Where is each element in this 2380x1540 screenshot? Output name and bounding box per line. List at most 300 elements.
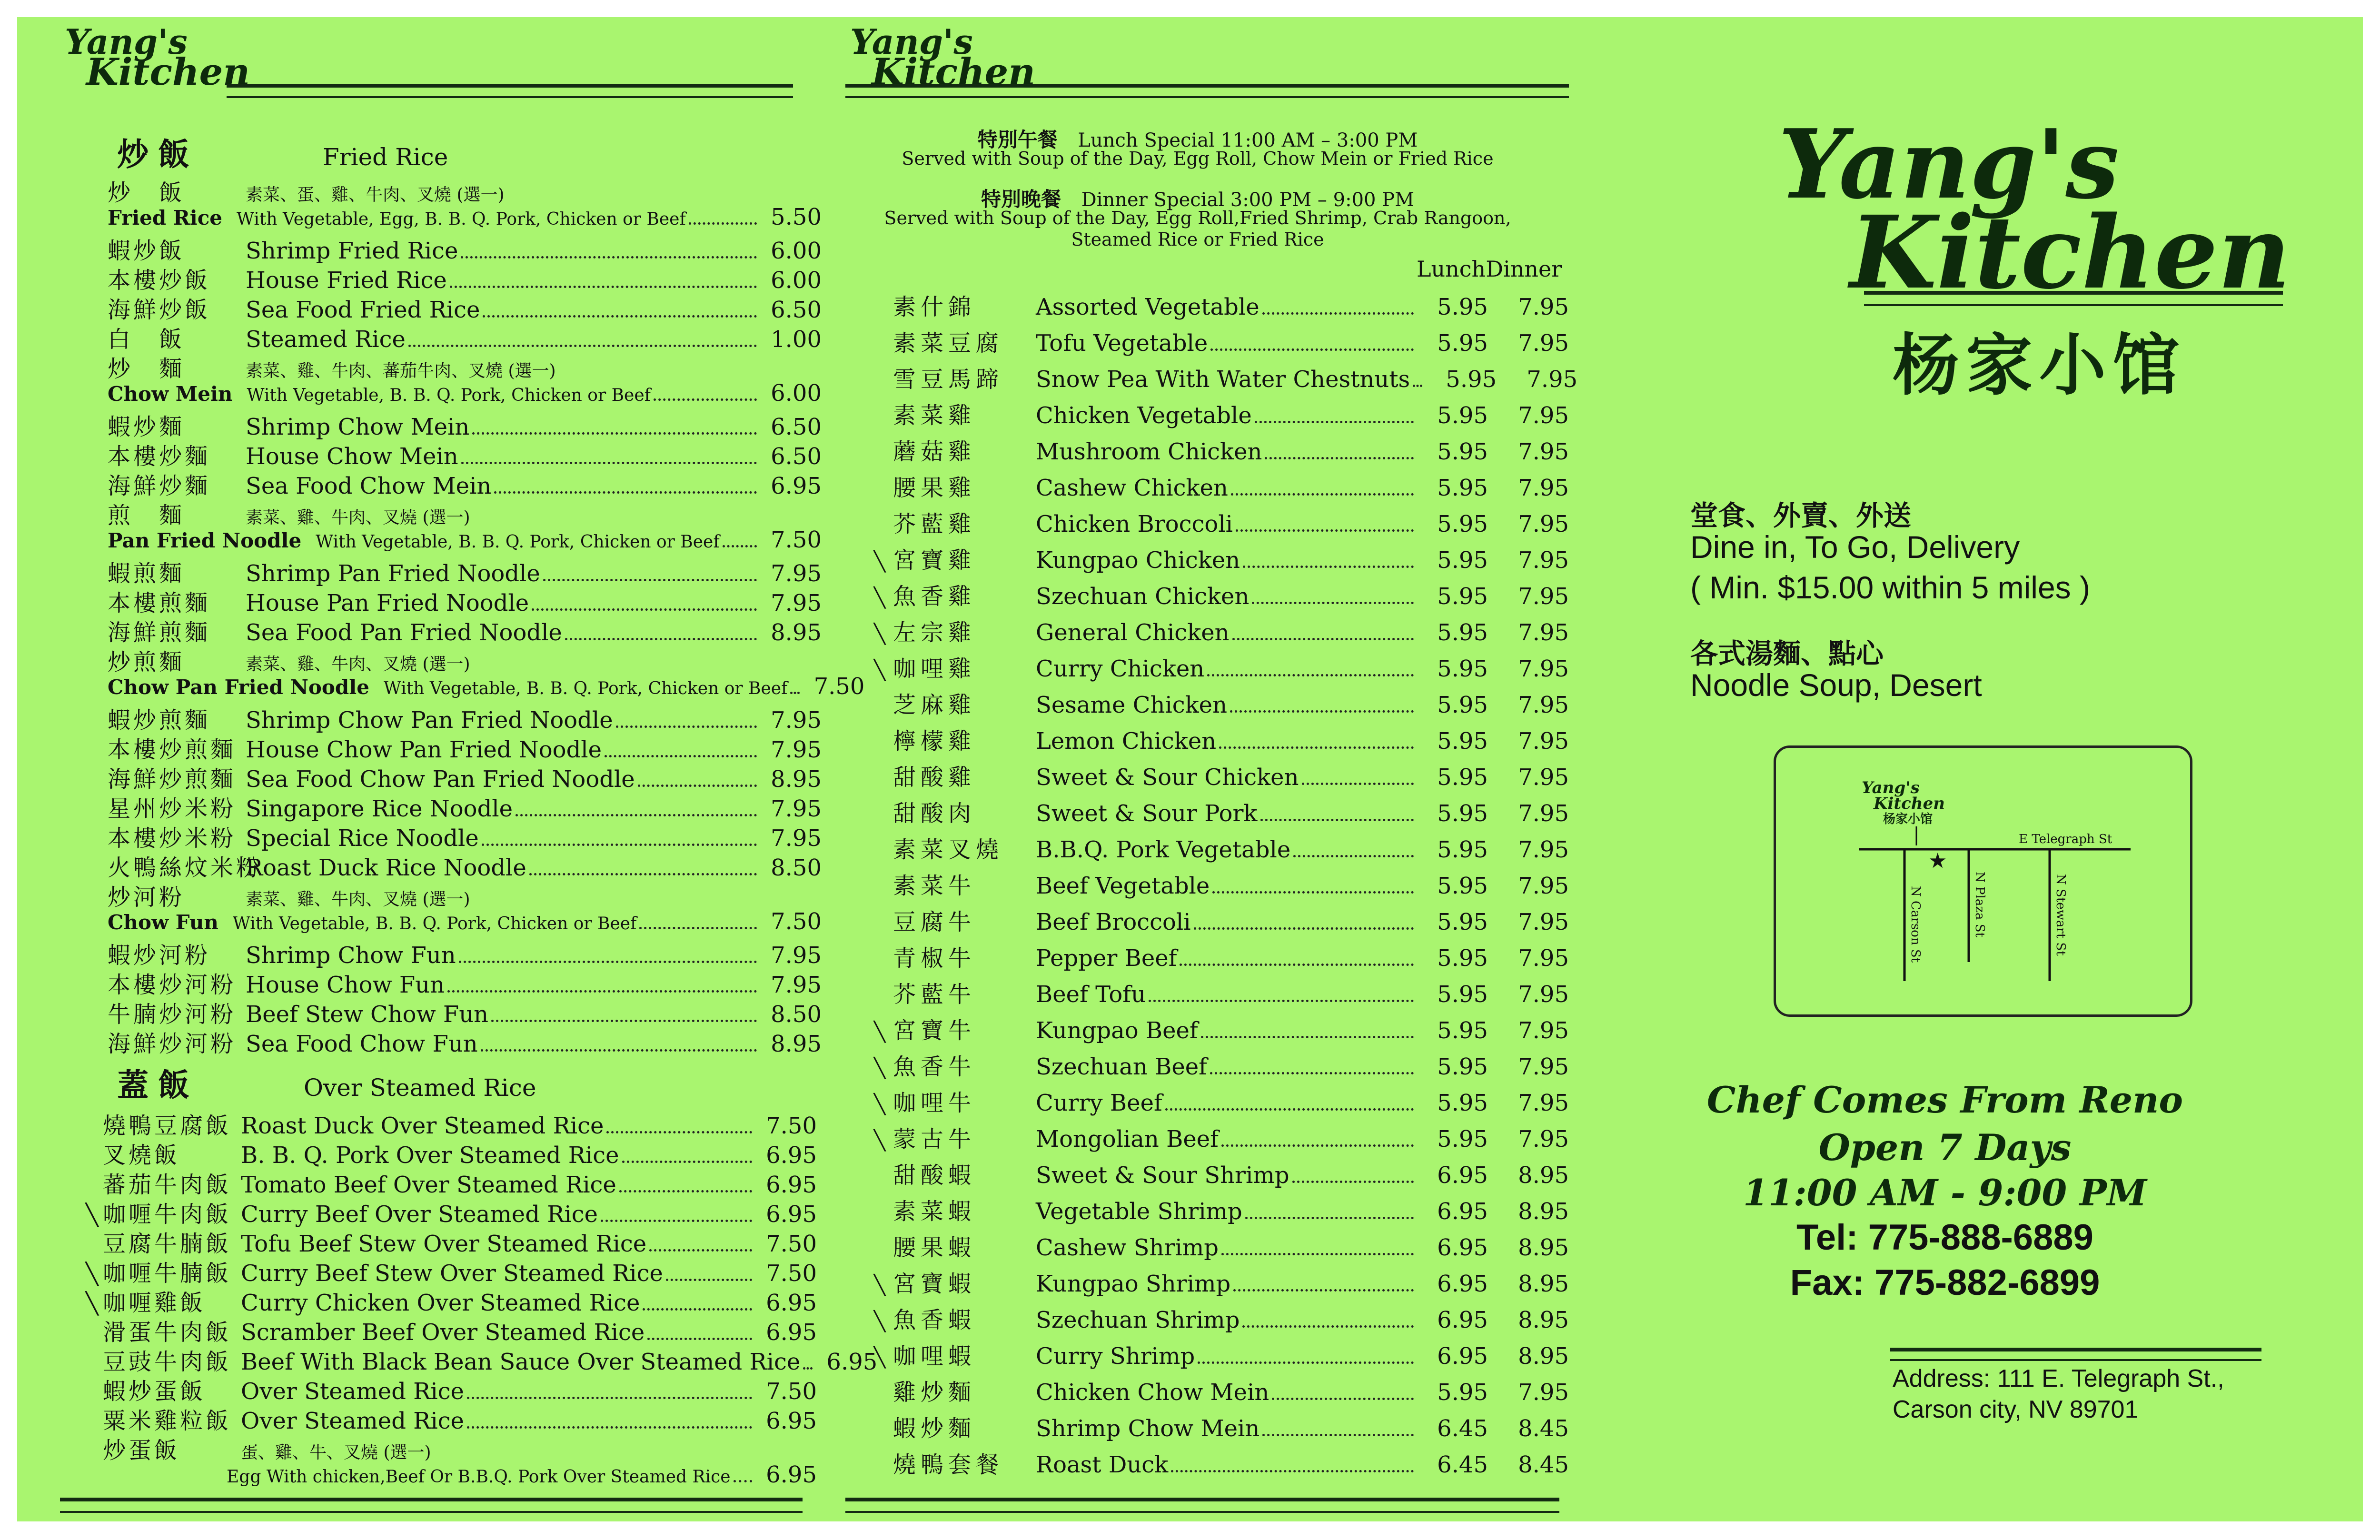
lunch-price: 5.95: [1437, 1017, 1488, 1044]
dot-leader: [1221, 1253, 1414, 1255]
dot-leader: [1194, 927, 1414, 930]
lunch-price: 6.95: [1437, 1271, 1488, 1297]
item-en: Pepper Beef: [1036, 945, 1177, 972]
menu-item: [108, 966, 822, 996]
item-price: 6.95: [766, 1172, 817, 1198]
item-price: 8.95: [771, 1031, 822, 1057]
dinner-price: 8.95: [1518, 1343, 1569, 1370]
special-item: [893, 976, 1569, 1012]
svg-text:★: ★: [1928, 849, 1947, 873]
lunch-price: 5.95: [1437, 1126, 1488, 1153]
item-en: Roast Duck: [1036, 1451, 1169, 1478]
item-cn: 本樓炒煎麵: [108, 736, 237, 763]
menu-item: [108, 321, 822, 353]
col-dinner: Dinner: [1486, 256, 1562, 282]
item-cn: 炒河粉: [108, 884, 185, 911]
item-en: Tofu Beef Stew Over Steamed Rice: [241, 1231, 647, 1257]
item-cn: 海鮮炒煎麵: [108, 766, 237, 793]
special-item: ╲ 咖哩雞 Curry Chicken 5.95 7.95: [893, 650, 1569, 686]
dinner-price: 7.95: [1518, 438, 1569, 465]
section-cn: 炒飯: [117, 136, 199, 173]
item-cn: 蝦炒麵: [893, 1415, 976, 1442]
item-cn: 火鴨絲炆米粉: [108, 854, 262, 881]
menu-item: [103, 1137, 817, 1169]
lunch-price: 6.95: [1437, 1307, 1488, 1333]
special-item: ╲ 魚香蝦 Szechuan Shrimp 6.95 8.95: [893, 1302, 1569, 1338]
item-en: Pan Fried Noodle: [108, 529, 302, 552]
menu-item: [108, 614, 822, 644]
dinner-price: 8.95: [1518, 1307, 1569, 1333]
menu-item: [108, 204, 822, 232]
item-price: 6.95: [766, 1319, 817, 1346]
menu-item: [108, 879, 822, 911]
item-cn: 白 飯: [108, 326, 185, 353]
item-en: Shrimp Chow Mein: [1036, 1415, 1260, 1442]
menu-item: [108, 820, 822, 852]
item-cn: 雪豆馬蹄: [893, 366, 1004, 393]
dot-leader: [543, 579, 757, 581]
menu-item: [103, 1343, 878, 1375]
dot-leader: [654, 398, 757, 401]
item-cn: 海鮮炒飯: [108, 297, 211, 323]
item-cn: 牛腩炒河粉: [108, 1001, 237, 1028]
item-cn: 芥藍牛: [893, 981, 976, 1008]
service-min: ( Min. $15.00 within 5 miles ): [1690, 570, 2090, 605]
item-price: 7.95: [771, 825, 822, 852]
item-price: 7.95: [771, 795, 822, 822]
dot-leader: [639, 927, 757, 929]
item-en: Sweet & Sour Shrimp: [1036, 1162, 1289, 1189]
item-en: Steamed Rice: [246, 326, 406, 353]
lunch-price: 6.95: [1437, 1343, 1488, 1370]
item-cn: 煎 麵: [108, 502, 185, 529]
menu-item: [108, 1025, 822, 1055]
dot-leader: [1236, 529, 1414, 532]
menu-item: [103, 1166, 817, 1196]
menu-item: ╲ 咖喱牛腩飯 Curry Beef Stew Over Steamed Rice 7.50: [103, 1255, 817, 1284]
menu-item: [108, 497, 822, 527]
item-en: Szechuan Chicken: [1036, 583, 1250, 610]
menu-item: [108, 174, 822, 204]
lunch-price: 5.95: [1437, 1090, 1488, 1116]
special-item: [893, 940, 1569, 976]
item-en: Kungpao Shrimp: [1036, 1271, 1231, 1297]
item-cn: 魚香雞: [893, 583, 976, 610]
special-item: ╲ 宮寶蝦 Kungpao Shrimp 6.95 8.95: [893, 1265, 1569, 1302]
special-item: [893, 325, 1569, 361]
item-price: 7.95: [771, 942, 822, 969]
item-en: Szechuan Beef: [1036, 1053, 1207, 1080]
menu-item: [108, 291, 822, 321]
item-en: House Fried Rice: [246, 267, 447, 294]
dot-leader: [467, 1426, 752, 1429]
dot-leader: [1171, 1470, 1414, 1472]
dot-leader: [529, 873, 757, 875]
special-item: [893, 831, 1569, 867]
dot-leader: [1292, 1181, 1414, 1183]
item-cn: 燒鴨豆腐飯: [103, 1113, 232, 1139]
item-price: 5.50: [771, 204, 822, 230]
item-en: Mushroom Chicken: [1036, 438, 1262, 465]
item-price: 7.95: [771, 707, 822, 734]
menu-item: ╲ 咖喱牛肉飯 Curry Beef Over Steamed Rice 6.95: [103, 1196, 817, 1225]
item-en: Beef Broccoli: [1036, 909, 1191, 935]
address-line1: Address: 111 E. Telegraph St.,: [1893, 1365, 2224, 1392]
menu-item: [108, 350, 822, 380]
item-en: Shrimp Chow Pan Fried Noodle: [246, 707, 613, 734]
item-note: 素菜、雞、牛肉、蕃茄牛肉、叉燒 (選一): [246, 361, 556, 381]
svg-text:N Plaza St: N Plaza St: [1973, 872, 1987, 938]
menu-item: [108, 527, 822, 555]
lunch-price: 5.95: [1437, 981, 1488, 1008]
item-price: 7.95: [771, 590, 822, 616]
item-en: Shrimp Chow Fun: [246, 942, 456, 969]
item-en: Chow Fun: [108, 911, 218, 934]
item-note: 素菜、蛋、雞、牛肉、叉燒 (選一): [246, 185, 505, 205]
menu-item: [103, 1432, 817, 1464]
dot-leader: [1210, 1072, 1414, 1074]
item-en: Roast Duck Rice Noodle: [246, 854, 526, 881]
item-price: 6.95: [766, 1408, 817, 1434]
dot-leader: [481, 1049, 757, 1052]
logo-large-line1: Yang's: [1778, 109, 2119, 220]
dinner-price: 7.95: [1518, 981, 1569, 1008]
menu-item: [103, 1402, 817, 1432]
item-note: 素菜、雞、牛肉、叉燒 (選一): [246, 508, 470, 527]
item-price: 8.95: [771, 619, 822, 646]
lunch-en: Lunch Special 11:00 AM – 3:00 PM: [1078, 129, 1418, 151]
item-en: Curry Beef: [1036, 1090, 1162, 1116]
item-cn: 炒煎麵: [108, 649, 185, 676]
dot-leader: [1198, 1361, 1414, 1364]
special-item: [893, 506, 1569, 542]
lunch-price: 5.95: [1437, 836, 1488, 863]
special-item: ╲ 蒙古牛 Mongolian Beef 5.95 7.95: [893, 1121, 1569, 1157]
item-cn: 海鮮煎麵: [108, 619, 211, 646]
dot-leader: [1260, 819, 1414, 821]
item-en: House Chow Fun: [246, 972, 445, 998]
dot-leader: [638, 785, 757, 787]
specials-list: [874, 288, 1578, 1482]
dot-leader: [1230, 710, 1414, 713]
special-item: ╲ 咖哩牛 Curry Beef 5.95 7.95: [893, 1084, 1569, 1121]
item-cn: 星州炒米粉: [108, 795, 237, 822]
item-en: Singapore Rice Noodle: [246, 795, 513, 822]
dot-leader: [643, 1308, 752, 1311]
address-rule: [1890, 1348, 2261, 1361]
item-note: With Vegetable, B. B. Q. Pork, Chicken or Beef: [383, 679, 788, 698]
dinner-price: 7.95: [1518, 656, 1569, 682]
item-price: 7.50: [766, 1113, 817, 1139]
dinner-price: 7.95: [1518, 945, 1569, 972]
item-cn: 素菜雞: [893, 402, 976, 429]
item-cn: 檸檬雞: [893, 728, 976, 755]
lunch-price: 5.95: [1437, 800, 1488, 827]
item-cn: 蝦煎麵: [108, 560, 185, 587]
item-cn: 咖喱牛肉飯: [103, 1201, 232, 1228]
item-cn: 炒 飯: [108, 179, 185, 206]
item-price: 6.00: [771, 238, 822, 264]
item-cn: 甜酸蝦: [893, 1162, 976, 1189]
dinner-price: 8.95: [1518, 1234, 1569, 1261]
svg-text:杨家小馆: 杨家小馆: [1883, 812, 1933, 826]
dot-leader: [1180, 964, 1414, 966]
dot-leader: [1302, 783, 1414, 785]
item-en: Over Steamed Rice: [241, 1378, 464, 1405]
item-cn: 咖哩蝦: [893, 1343, 976, 1370]
item-en: House Chow Pan Fried Noodle: [246, 736, 602, 763]
dinner-price: 7.95: [1518, 294, 1569, 320]
item-note: With Vegetable, B. B. Q. Pork, Chicken or Beef: [316, 532, 720, 552]
item-cn: 素菜豆腐: [893, 330, 1004, 357]
menu-item: [108, 937, 822, 969]
menu-item: [103, 1461, 817, 1491]
item-price: 6.50: [771, 443, 822, 470]
item-en: Fried Rice: [108, 206, 223, 229]
item-en: Kungpao Beef: [1036, 1017, 1198, 1044]
item-en: B.B.Q. Pork Vegetable: [1036, 836, 1291, 863]
extra-en: Noodle Soup, Desert: [1690, 667, 1982, 703]
menu-item: [108, 467, 822, 497]
dot-leader: [723, 545, 757, 547]
item-cn: 豆腐牛腩飯: [103, 1231, 232, 1257]
item-cn: 本樓炒米粉: [108, 825, 237, 852]
item-price: 7.95: [771, 560, 822, 587]
special-item: ╲ 魚香雞 Szechuan Chicken 5.95 7.95: [893, 578, 1569, 614]
item-cn: 素菜蝦: [893, 1198, 976, 1225]
lunch-price: 5.95: [1437, 1379, 1488, 1406]
lunch-price: 5.95: [1437, 402, 1488, 429]
dot-leader: [649, 1249, 752, 1252]
dinner-price: 7.95: [1518, 1090, 1569, 1116]
logo-rule: [1864, 291, 2283, 306]
item-en: Shrimp Fried Rice: [246, 238, 458, 264]
dot-leader: [532, 608, 757, 611]
lunch-price: 5.95: [1437, 294, 1488, 320]
dinner-price: 8.45: [1518, 1415, 1569, 1442]
special-item: [893, 288, 1569, 325]
menu-item: [103, 1225, 817, 1255]
dot-leader: [1201, 1036, 1414, 1038]
dot-leader: [1232, 638, 1414, 640]
item-en: Shrimp Chow Mein: [246, 414, 470, 440]
dinner-price: 7.95: [1518, 1017, 1569, 1044]
item-note: 素菜、雞、牛肉、叉燒 (選一): [246, 655, 470, 674]
lunch-price: 5.95: [1437, 330, 1488, 357]
item-en: Over Steamed Rice: [241, 1408, 464, 1434]
item-cn: 粟米雞粒飯: [103, 1408, 232, 1434]
menu-item: [108, 996, 822, 1028]
service-en: Dine in, To Go, Delivery: [1690, 529, 2020, 565]
item-cn: 甜酸雞: [893, 764, 976, 791]
item-price: 8.95: [771, 766, 822, 793]
dot-leader: [689, 222, 757, 225]
menu-item: [108, 673, 865, 702]
dinner-price: 7.95: [1518, 475, 1569, 501]
dinner-price: 7.95: [1518, 619, 1569, 646]
item-cn: 本樓煎麵: [108, 590, 211, 616]
item-note: With Vegetable, Egg, B. B. Q. Pork, Chicken or Beef: [237, 209, 686, 229]
lunch-price: 6.95: [1437, 1198, 1488, 1225]
item-en: General Chicken: [1036, 619, 1230, 646]
item-cn: 本樓炒飯: [108, 267, 211, 294]
phone: Tel: 775-888-6889: [1796, 1217, 2093, 1258]
svg-text:E Telegraph St: E Telegraph St: [2019, 832, 2112, 846]
item-price: 7.50: [766, 1260, 817, 1287]
item-en: Beef Vegetable: [1036, 873, 1210, 899]
dot-leader: [1255, 421, 1414, 423]
dinner-price: 7.95: [1518, 764, 1569, 791]
item-en: Sweet & Sour Chicken: [1036, 764, 1299, 791]
dinner-price: 7.95: [1518, 547, 1569, 574]
section-rice-heading: [117, 1060, 536, 1105]
dot-leader: [408, 345, 757, 347]
special-item: [893, 1193, 1569, 1229]
item-en: Szechuan Shrimp: [1036, 1307, 1240, 1333]
dot-leader: [1165, 1108, 1414, 1111]
item-cn: 蝦炒河粉: [108, 942, 211, 969]
lunch-price: 5.95: [1446, 366, 1497, 393]
header-rule: [227, 84, 793, 98]
dot-leader: [734, 1480, 752, 1482]
item-en: Sea Food Chow Pan Fried Noodle: [246, 766, 635, 793]
dot-leader: [616, 725, 757, 728]
dinner-price: 8.95: [1518, 1162, 1569, 1189]
dinner-price: 7.95: [1518, 402, 1569, 429]
dot-leader: [1233, 1289, 1414, 1292]
dinner-price: 7.95: [1518, 800, 1569, 827]
item-en: Sea Food Chow Fun: [246, 1031, 478, 1057]
section-en: Over Steamed Rice: [304, 1074, 536, 1102]
item-en: Lemon Chicken: [1036, 728, 1217, 755]
menu-item: [108, 232, 822, 262]
item-en: Vegetable Shrimp: [1036, 1198, 1242, 1225]
dot-leader: [790, 692, 800, 694]
menu-item: [108, 908, 822, 937]
dot-leader: [491, 1020, 757, 1022]
item-en: Special Rice Noodle: [246, 825, 479, 852]
item-price: 7.50: [766, 1378, 817, 1405]
dinner-price: 7.95: [1527, 366, 1578, 393]
dot-leader: [1262, 312, 1414, 315]
lunch-cn: 特別午餐: [977, 128, 1058, 151]
item-en: Sweet & Sour Pork: [1036, 800, 1258, 827]
item-en: Chow Mein: [108, 382, 233, 406]
dot-leader: [1413, 385, 1422, 387]
lunch-price: 5.95: [1437, 764, 1488, 791]
dot-leader: [461, 256, 757, 258]
item-price: 6.95: [766, 1461, 817, 1488]
item-cn: 素菜叉燒: [893, 836, 1004, 863]
location-map: [1774, 745, 2192, 1017]
item-en: Beef Tofu: [1036, 981, 1146, 1008]
dinner-en: Dinner Special 3:00 PM – 9:00 PM: [1081, 189, 1415, 211]
lunch-price: 6.95: [1437, 1234, 1488, 1261]
lunch-price: 5.95: [1437, 619, 1488, 646]
lunch-desc: Served with Soup of the Day, Egg Roll, Chow Mein or Fried Rice: [902, 148, 1494, 169]
dot-leader: [1243, 566, 1414, 568]
item-price: 6.95: [826, 1349, 878, 1375]
item-en: Beef With Black Bean Sauce Over Steamed Rice: [241, 1349, 801, 1375]
dot-leader: [516, 814, 757, 816]
logo-line2: Kitchen: [86, 50, 250, 94]
dinner-price: 7.95: [1518, 330, 1569, 357]
chinese-name: 杨家小馆: [1893, 327, 2186, 405]
item-en: Curry Beef Over Steamed Rice: [241, 1201, 598, 1228]
lunch-price: 5.95: [1437, 547, 1488, 574]
bottom-rule: [60, 1498, 803, 1513]
item-cn: 芥藍雞: [893, 511, 976, 537]
special-item: ╲ 宮寶雞 Kungpao Chicken 5.95 7.95: [893, 542, 1569, 578]
item-price: 7.50: [771, 527, 822, 553]
dinner-price: 7.95: [1518, 1053, 1569, 1080]
item-en: Curry Beef Stew Over Steamed Rice: [241, 1260, 663, 1287]
dot-leader: [1231, 493, 1414, 496]
item-cn: 蕃茄牛肉飯: [103, 1172, 232, 1198]
dot-leader: [467, 1397, 752, 1399]
dot-leader: [803, 1367, 813, 1370]
address-line2: Carson city, NV 89701: [1893, 1396, 2139, 1423]
section-cn: 蓋飯: [117, 1066, 199, 1103]
item-en: Chicken Vegetable: [1036, 402, 1252, 429]
dot-leader: [472, 432, 757, 435]
logo-small: [845, 21, 1035, 94]
item-cn: 炒蛋飯: [103, 1437, 180, 1464]
item-en: Cashew Shrimp: [1036, 1234, 1219, 1261]
item-cn: 宮寶蝦: [893, 1271, 976, 1297]
item-cn: 腰果蝦: [893, 1234, 976, 1261]
dot-leader: [1245, 1217, 1414, 1219]
item-cn: 魚香牛: [893, 1053, 976, 1080]
item-en: Chow Pan Fried Noodle: [108, 676, 369, 699]
item-cn: 燒鴨套餐: [893, 1451, 1004, 1478]
item-cn: 素菜牛: [893, 873, 976, 899]
menu-item: [108, 644, 822, 676]
section-en: Fried Rice: [323, 143, 448, 171]
lunch-price: 5.95: [1437, 692, 1488, 718]
special-item: [893, 1446, 1569, 1482]
item-note: Egg With chicken,Beef Or B.B.Q. Pork Over Steamed Rice: [227, 1467, 731, 1487]
lunch-price: 5.95: [1437, 583, 1488, 610]
item-en: Assorted Vegetable: [1036, 294, 1259, 320]
menu-item: [108, 585, 822, 614]
special-item: [893, 795, 1569, 831]
dinner-price: 7.95: [1518, 728, 1569, 755]
dinner-price: 7.95: [1518, 692, 1569, 718]
item-cn: 蝦炒煎麵: [108, 707, 211, 734]
dot-leader: [1262, 1434, 1414, 1436]
item-cn: 甜酸肉: [893, 800, 976, 827]
lunch-price: 5.95: [1437, 438, 1488, 465]
special-item: [893, 1410, 1569, 1446]
special-item: [893, 904, 1569, 940]
special-item: [893, 433, 1569, 469]
dot-leader: [482, 844, 757, 846]
dinner-desc2: Steamed Rice or Fried Rice: [1071, 229, 1324, 250]
menu-item: [108, 438, 822, 470]
item-en: Chicken Chow Mein: [1036, 1379, 1269, 1406]
lunch-price: 5.95: [1437, 511, 1488, 537]
dot-leader: [1242, 1325, 1414, 1328]
item-en: Chicken Broccoli: [1036, 511, 1233, 537]
lunch-price: 5.95: [1437, 945, 1488, 972]
item-price: 7.50: [766, 1231, 817, 1257]
special-item: [893, 469, 1569, 506]
menu-item: ╲ 咖喱雞飯 Curry Chicken Over Steamed Rice 6.95: [103, 1284, 817, 1314]
item-cn: 宮寶牛: [893, 1017, 976, 1044]
dot-leader: [666, 1279, 752, 1281]
item-note: With Vegetable, B. B. Q. Pork, Chicken or Beef: [247, 386, 651, 405]
